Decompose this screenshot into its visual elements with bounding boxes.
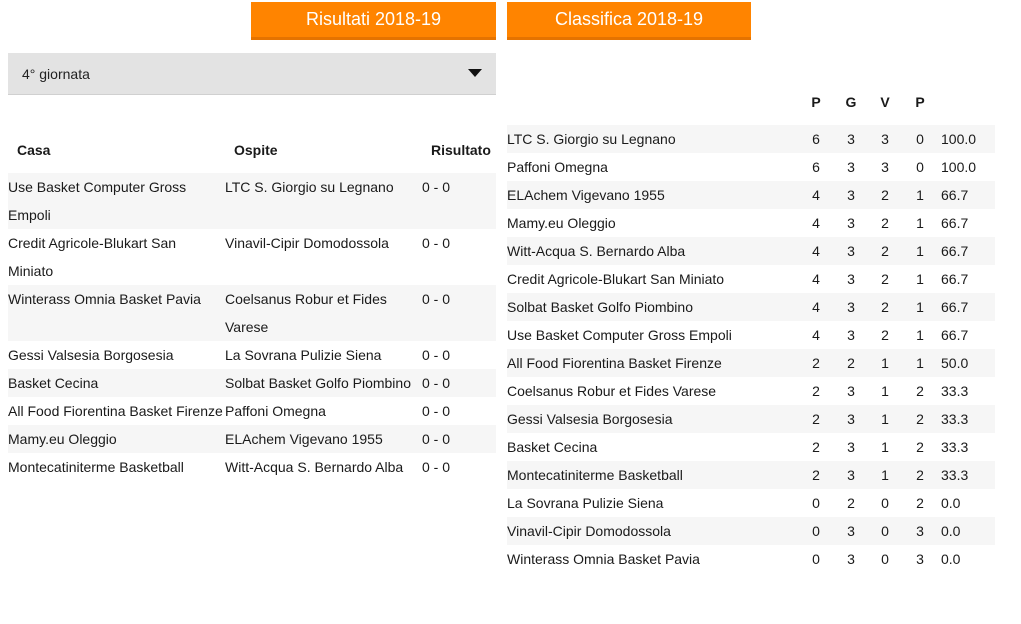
losses: 1: [916, 355, 924, 371]
standings-row: [507, 405, 995, 433]
score: 0 - 0: [422, 375, 451, 391]
standings-row: [507, 293, 995, 321]
win-pct: 66.7: [941, 187, 969, 203]
losses: 0: [916, 159, 924, 175]
wins: 2: [881, 299, 889, 315]
team-name: Winterass Omnia Basket Pavia: [507, 551, 700, 567]
wins: 3: [881, 159, 889, 175]
away-team: ELAchem Vigevano 1955: [225, 431, 383, 447]
away-team: Witt-Acqua S. Bernardo Alba: [225, 459, 404, 475]
score: 0 - 0: [422, 431, 451, 447]
away-team: Solbat Basket Golfo Piombino: [225, 375, 411, 391]
results-row: [8, 173, 496, 229]
score: 0 - 0: [422, 235, 451, 251]
win-pct: 33.3: [941, 383, 969, 399]
standings-row: [507, 209, 995, 237]
wins: 0: [881, 523, 889, 539]
team-name: Mamy.eu Oleggio: [507, 215, 616, 231]
losses: 0: [916, 131, 924, 147]
standings-row: [507, 321, 995, 349]
losses: 2: [916, 439, 924, 455]
standings-row: [507, 377, 995, 405]
team-name: Gessi Valsesia Borgosesia: [507, 411, 673, 427]
wins: 1: [881, 411, 889, 427]
tab-risultati[interactable]: Risultati 2018-19: [251, 2, 496, 40]
win-pct: 0.0: [941, 551, 961, 567]
losses: 2: [916, 383, 924, 399]
away-team: Coelsanus Robur et Fides Varese: [225, 291, 387, 335]
points: 4: [812, 271, 820, 287]
standings-header-giocate: G: [845, 94, 857, 110]
results-row: [8, 397, 496, 425]
team-name: Use Basket Computer Gross Empoli: [507, 327, 732, 343]
losses: 1: [916, 243, 924, 259]
wins: 1: [881, 383, 889, 399]
wins: 1: [881, 467, 889, 483]
losses: 1: [916, 271, 924, 287]
losses: 1: [916, 187, 924, 203]
losses: 2: [916, 495, 924, 511]
standings-row: [507, 153, 995, 181]
points: 0: [812, 495, 820, 511]
team-name: ELAchem Vigevano 1955: [507, 187, 665, 203]
standings-table: [507, 125, 995, 573]
win-pct: 66.7: [941, 327, 969, 343]
points: 4: [812, 299, 820, 315]
points: 0: [812, 523, 820, 539]
wins: 2: [881, 327, 889, 343]
standings-row: [507, 517, 995, 545]
win-pct: 66.7: [941, 215, 969, 231]
away-team: La Sovrana Pulizie Siena: [225, 347, 382, 363]
games: 3: [847, 215, 855, 231]
points: 6: [812, 131, 820, 147]
standings-row: [507, 433, 995, 461]
win-pct: 0.0: [941, 495, 961, 511]
round-select[interactable]: [8, 53, 496, 95]
tab-classifica[interactable]: Classifica 2018-19: [507, 2, 751, 40]
away-team: Vinavil-Cipir Domodossola: [225, 235, 389, 251]
home-team: Credit Agricole-Blukart San Miniato: [8, 235, 177, 279]
wins: 3: [881, 131, 889, 147]
team-name: La Sovrana Pulizie Siena: [507, 495, 664, 511]
team-name: Montecatiniterme Basketball: [507, 467, 683, 483]
standings-header-vinte: V: [880, 94, 890, 110]
away-team: Paffoni Omegna: [225, 403, 326, 419]
win-pct: 66.7: [941, 299, 969, 315]
team-name: All Food Fiorentina Basket Firenze: [507, 355, 722, 371]
points: 4: [812, 187, 820, 203]
points: 0: [812, 551, 820, 567]
win-pct: 33.3: [941, 467, 969, 483]
results-row: [8, 229, 496, 285]
results-header-risultato: Risultato: [431, 142, 491, 158]
score: 0 - 0: [422, 179, 451, 195]
games: 3: [847, 551, 855, 567]
losses: 2: [916, 411, 924, 427]
wins: 0: [881, 551, 889, 567]
games: 3: [847, 439, 855, 455]
team-name: Credit Agricole-Blukart San Miniato: [507, 271, 725, 287]
win-pct: 33.3: [941, 411, 969, 427]
score: 0 - 0: [422, 459, 451, 475]
win-pct: 0.0: [941, 523, 961, 539]
chevron-down-icon: [468, 69, 482, 77]
points: 2: [812, 467, 820, 483]
standings-row: [507, 237, 995, 265]
games: 3: [847, 467, 855, 483]
wins: 1: [881, 355, 889, 371]
home-team: Winterass Omnia Basket Pavia: [8, 291, 201, 307]
round-select-value: 4° giornata: [22, 66, 90, 82]
standings-row: [507, 461, 995, 489]
games: 3: [847, 383, 855, 399]
results-row: [8, 341, 496, 369]
wins: 1: [881, 439, 889, 455]
games: 2: [847, 355, 855, 371]
results-row: [8, 369, 496, 397]
win-pct: 100.0: [941, 159, 977, 175]
losses: 1: [916, 327, 924, 343]
results-header-ospite: Ospite: [234, 142, 278, 158]
score: 0 - 0: [422, 347, 451, 363]
win-pct: 33.3: [941, 439, 969, 455]
points: 2: [812, 355, 820, 371]
wins: 2: [881, 187, 889, 203]
team-name: Vinavil-Cipir Domodossola: [507, 523, 671, 539]
win-pct: 66.7: [941, 243, 969, 259]
results-row: [8, 285, 496, 341]
standings-header-punti: P: [811, 94, 821, 110]
team-name: Coelsanus Robur et Fides Varese: [507, 383, 717, 399]
wins: 2: [881, 271, 889, 287]
losses: 2: [916, 467, 924, 483]
games: 3: [847, 187, 855, 203]
standings-header-perse: P: [915, 94, 925, 110]
games: 3: [847, 327, 855, 343]
score: 0 - 0: [422, 403, 451, 419]
standings-row: [507, 181, 995, 209]
games: 3: [847, 411, 855, 427]
home-team: All Food Fiorentina Basket Firenze: [8, 403, 223, 419]
losses: 1: [916, 215, 924, 231]
home-team: Gessi Valsesia Borgosesia: [8, 347, 174, 363]
games: 3: [847, 299, 855, 315]
wins: 0: [881, 495, 889, 511]
games: 2: [847, 495, 855, 511]
results-row: [8, 453, 496, 481]
win-pct: 50.0: [941, 355, 969, 371]
losses: 3: [916, 523, 924, 539]
home-team: Use Basket Computer Gross Empoli: [8, 179, 187, 223]
losses: 3: [916, 551, 924, 567]
standings-row: [507, 489, 995, 517]
points: 6: [812, 159, 820, 175]
games: 3: [847, 271, 855, 287]
standings-row: [507, 349, 995, 377]
points: 4: [812, 215, 820, 231]
home-team: Mamy.eu Oleggio: [8, 431, 117, 447]
away-team: LTC S. Giorgio su Legnano: [225, 179, 394, 195]
standings-row: [507, 125, 995, 153]
points: 2: [812, 439, 820, 455]
games: 3: [847, 159, 855, 175]
win-pct: 100.0: [941, 131, 977, 147]
games: 3: [847, 131, 855, 147]
points: 4: [812, 243, 820, 259]
results-row: [8, 425, 496, 453]
wins: 2: [881, 243, 889, 259]
games: 3: [847, 243, 855, 259]
games: 3: [847, 523, 855, 539]
team-name: LTC S. Giorgio su Legnano: [507, 131, 676, 147]
points: 2: [812, 411, 820, 427]
home-team: Basket Cecina: [8, 375, 99, 391]
team-name: Solbat Basket Golfo Piombino: [507, 299, 693, 315]
score: 0 - 0: [422, 291, 451, 307]
standings-row: [507, 265, 995, 293]
team-name: Basket Cecina: [507, 439, 598, 455]
points: 2: [812, 383, 820, 399]
results-table: [8, 173, 496, 481]
standings-row: [507, 545, 995, 573]
losses: 1: [916, 299, 924, 315]
team-name: Paffoni Omegna: [507, 159, 608, 175]
team-name: Witt-Acqua S. Bernardo Alba: [507, 243, 686, 259]
points: 4: [812, 327, 820, 343]
home-team: Montecatiniterme Basketball: [8, 459, 184, 475]
results-header-casa: Casa: [17, 142, 51, 158]
win-pct: 66.7: [941, 271, 969, 287]
wins: 2: [881, 215, 889, 231]
